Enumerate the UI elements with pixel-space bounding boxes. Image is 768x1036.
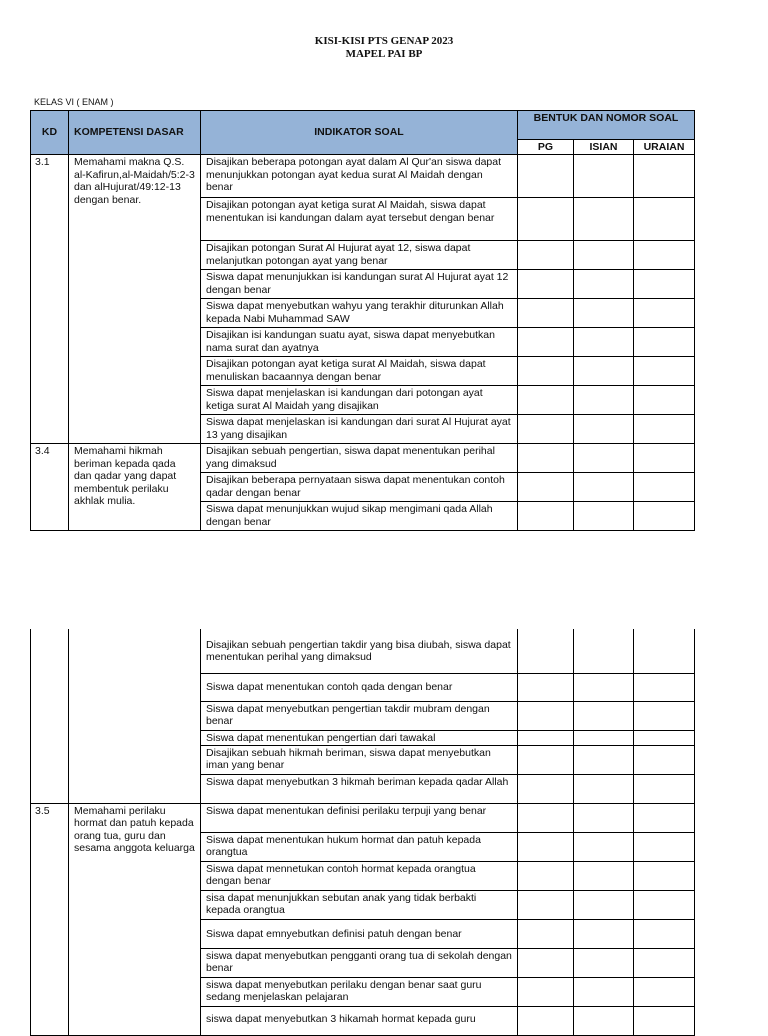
isian-cell bbox=[574, 701, 634, 730]
uraian-cell bbox=[634, 473, 695, 502]
isian-cell bbox=[574, 357, 634, 386]
pg-cell bbox=[518, 673, 574, 701]
kd-cell: 3.4 bbox=[31, 444, 69, 531]
uraian-cell bbox=[634, 861, 695, 890]
kd-cell: 3.5 bbox=[31, 803, 69, 1035]
pg-cell bbox=[518, 730, 574, 745]
uraian-cell bbox=[634, 386, 695, 415]
header-pg: PG bbox=[518, 140, 574, 155]
isian-cell bbox=[574, 241, 634, 270]
table-row bbox=[31, 444, 695, 473]
pg-cell bbox=[518, 328, 574, 357]
uraian-cell bbox=[634, 502, 695, 531]
uraian-cell bbox=[634, 155, 695, 198]
pg-cell bbox=[518, 861, 574, 890]
indikator-cell: Siswa dapat menentukan hukum hormat dan patuh kepada orangtua bbox=[201, 832, 518, 861]
pg-cell bbox=[518, 803, 574, 832]
isian-cell bbox=[574, 415, 634, 444]
isian-cell bbox=[574, 328, 634, 357]
kompetensi-cell: Memahami makna Q.S. al-Kafirun,al-Maidah/5:2-3 dan alHujurat/49:12-13 dengan benar. bbox=[69, 155, 201, 444]
uraian-cell bbox=[634, 328, 695, 357]
header-isian: ISIAN bbox=[574, 140, 634, 155]
header-kompetensi-dasar: KOMPETENSI DASAR bbox=[69, 111, 201, 155]
header-indikator-soal: INDIKATOR SOAL bbox=[201, 111, 518, 155]
indikator-cell: Siswa dapat emnyebutkan definisi patuh dengan benar bbox=[201, 919, 518, 948]
pg-cell bbox=[518, 919, 574, 948]
pg-cell bbox=[518, 473, 574, 502]
uraian-cell bbox=[634, 629, 695, 673]
uraian-cell bbox=[634, 730, 695, 745]
kisi-kisi-table-page1 bbox=[30, 110, 695, 531]
pg-cell bbox=[518, 415, 574, 444]
header-kd: KD bbox=[31, 111, 69, 155]
indikator-cell: Disajikan potongan Surat Al Hujurat ayat 12, siswa dapat melanjutkan potongan ayat yang benar bbox=[201, 241, 518, 270]
indikator-cell: Disajikan beberapa pernyataan siswa dapat menentukan contoh qadar dengan benar bbox=[201, 473, 518, 502]
table-row bbox=[31, 803, 695, 832]
uraian-cell bbox=[634, 977, 695, 1006]
pg-cell bbox=[518, 701, 574, 730]
kd-cell-continued bbox=[31, 629, 69, 803]
indikator-cell: Siswa dapat menyebutkan 3 hikmah beriman kepada qadar Allah bbox=[201, 774, 518, 803]
uraian-cell bbox=[634, 803, 695, 832]
pg-cell bbox=[518, 502, 574, 531]
uraian-cell bbox=[634, 948, 695, 977]
indikator-cell: siswa dapat menyebutkan pengganti orang tua di sekolah dengan benar bbox=[201, 948, 518, 977]
uraian-cell bbox=[634, 357, 695, 386]
kompetensi-cell: Memahami perilaku hormat dan patuh kepada orang tua, guru dan sesama anggota keluarga bbox=[69, 803, 201, 1035]
header-bentuk-nomor-soal: BENTUK DAN NOMOR SOAL bbox=[518, 111, 695, 140]
indikator-cell: siswa dapat menyebutkan perilaku dengan benar saat guru sedang menjelaskan pelajaran bbox=[201, 977, 518, 1006]
indikator-cell: Siswa dapat menjelaskan isi kandungan dari surat Al Hujurat ayat 13 yang disajikan bbox=[201, 415, 518, 444]
isian-cell bbox=[574, 444, 634, 473]
pg-cell bbox=[518, 198, 574, 241]
table-row bbox=[31, 629, 695, 673]
pg-cell bbox=[518, 948, 574, 977]
class-label: KELAS VI ( ENAM ) bbox=[34, 97, 114, 107]
indikator-cell: Disajikan isi kandungan suatu ayat, siswa dapat menyebutkan nama surat dan ayatnya bbox=[201, 328, 518, 357]
kompetensi-cell: Memahami hikmah beriman kepada qada dan qadar yang dapat membentuk perilaku akhlak mulia. bbox=[69, 444, 201, 531]
uraian-cell bbox=[634, 701, 695, 730]
isian-cell bbox=[574, 386, 634, 415]
indikator-cell: Siswa dapat menunjukkan wujud sikap mengimani qada Allah dengan benar bbox=[201, 502, 518, 531]
isian-cell bbox=[574, 155, 634, 198]
isian-cell bbox=[574, 730, 634, 745]
indikator-cell: Disajikan sebuah hikmah beriman, siswa dapat menyebutkan iman yang benar bbox=[201, 745, 518, 774]
uraian-cell bbox=[634, 198, 695, 241]
indikator-cell: Disajikan potongan ayat ketiga surat Al Maidah, siswa dapat menuliskan bacaannya dengan benar bbox=[201, 357, 518, 386]
isian-cell bbox=[574, 803, 634, 832]
pg-cell bbox=[518, 444, 574, 473]
uraian-cell bbox=[634, 444, 695, 473]
uraian-cell bbox=[634, 241, 695, 270]
pg-cell bbox=[518, 155, 574, 198]
indikator-cell: Siswa dapat menyebutkan wahyu yang terakhir diturunkan Allah kepada Nabi Muhammad SAW bbox=[201, 299, 518, 328]
pg-cell bbox=[518, 890, 574, 919]
uraian-cell bbox=[634, 832, 695, 861]
pg-cell bbox=[518, 386, 574, 415]
pg-cell bbox=[518, 270, 574, 299]
uraian-cell bbox=[634, 415, 695, 444]
uraian-cell bbox=[634, 299, 695, 328]
pg-cell bbox=[518, 357, 574, 386]
indikator-cell: Disajikan potongan ayat ketiga surat Al Maidah, siswa dapat menentukan isi kandungan dalam ayat tersebut dengan benar bbox=[201, 198, 518, 241]
pg-cell bbox=[518, 745, 574, 774]
indikator-cell: Siswa dapat menyebutkan pengertian takdir mubram dengan benar bbox=[201, 701, 518, 730]
indikator-cell: Siswa dapat menjelaskan isi kandungan dari potongan ayat ketiga surat Al Maidah yang disajikan bbox=[201, 386, 518, 415]
kd-cell: 3.1 bbox=[31, 155, 69, 444]
isian-cell bbox=[574, 502, 634, 531]
indikator-cell: siswa dapat menyebutkan 3 hikamah hormat kepada guru bbox=[201, 1006, 518, 1035]
indikator-cell: Disajikan sebuah pengertian takdir yang bisa diubah, siswa dapat menentukan perihal yang dimaksud bbox=[201, 629, 518, 673]
isian-cell bbox=[574, 745, 634, 774]
isian-cell bbox=[574, 473, 634, 502]
indikator-cell: Siswa dapat menunjukkan isi kandungan surat Al Hujurat ayat 12 dengan benar bbox=[201, 270, 518, 299]
isian-cell bbox=[574, 861, 634, 890]
uraian-cell bbox=[634, 270, 695, 299]
isian-cell bbox=[574, 299, 634, 328]
pg-cell bbox=[518, 1006, 574, 1035]
indikator-cell: Siswa dapat menentukan definisi perilaku terpuji yang benar bbox=[201, 803, 518, 832]
document-title: KISI-KISI PTS GENAP 2023 bbox=[314, 35, 454, 47]
document-subtitle: MAPEL PAI BP bbox=[345, 48, 423, 60]
uraian-cell bbox=[634, 1006, 695, 1035]
isian-cell bbox=[574, 198, 634, 241]
indikator-cell: Disajikan beberapa potongan ayat dalam Al Qur'an siswa dapat menunjukkan potongan ayat kedua surat Al Maidah dengan benar bbox=[201, 155, 518, 198]
table-row bbox=[31, 155, 695, 198]
uraian-cell bbox=[634, 673, 695, 701]
pg-cell bbox=[518, 977, 574, 1006]
uraian-cell bbox=[634, 774, 695, 803]
kompetensi-cell-continued bbox=[69, 629, 201, 803]
kisi-kisi-table-page2 bbox=[30, 629, 695, 1036]
indikator-cell: Siswa dapat menentukan pengertian dari tawakal bbox=[201, 730, 518, 745]
uraian-cell bbox=[634, 919, 695, 948]
indikator-cell: Siswa dapat menentukan contoh qada dengan benar bbox=[201, 673, 518, 701]
isian-cell bbox=[574, 774, 634, 803]
indikator-cell: Siswa dapat mennetukan contoh hormat kepada orangtua dengan benar bbox=[201, 861, 518, 890]
isian-cell bbox=[574, 832, 634, 861]
isian-cell bbox=[574, 919, 634, 948]
uraian-cell bbox=[634, 745, 695, 774]
pg-cell bbox=[518, 629, 574, 673]
pg-cell bbox=[518, 774, 574, 803]
isian-cell bbox=[574, 948, 634, 977]
isian-cell bbox=[574, 629, 634, 673]
isian-cell bbox=[574, 890, 634, 919]
indikator-cell: sisa dapat menunjukkan sebutan anak yang tidak berbakti kepada orangtua bbox=[201, 890, 518, 919]
isian-cell bbox=[574, 270, 634, 299]
isian-cell bbox=[574, 1006, 634, 1035]
isian-cell bbox=[574, 977, 634, 1006]
pg-cell bbox=[518, 832, 574, 861]
uraian-cell bbox=[634, 890, 695, 919]
indikator-cell: Disajikan sebuah pengertian, siswa dapat menentukan perihal yang dimaksud bbox=[201, 444, 518, 473]
pg-cell bbox=[518, 299, 574, 328]
pg-cell bbox=[518, 241, 574, 270]
isian-cell bbox=[574, 673, 634, 701]
header-uraian: URAIAN bbox=[634, 140, 695, 155]
